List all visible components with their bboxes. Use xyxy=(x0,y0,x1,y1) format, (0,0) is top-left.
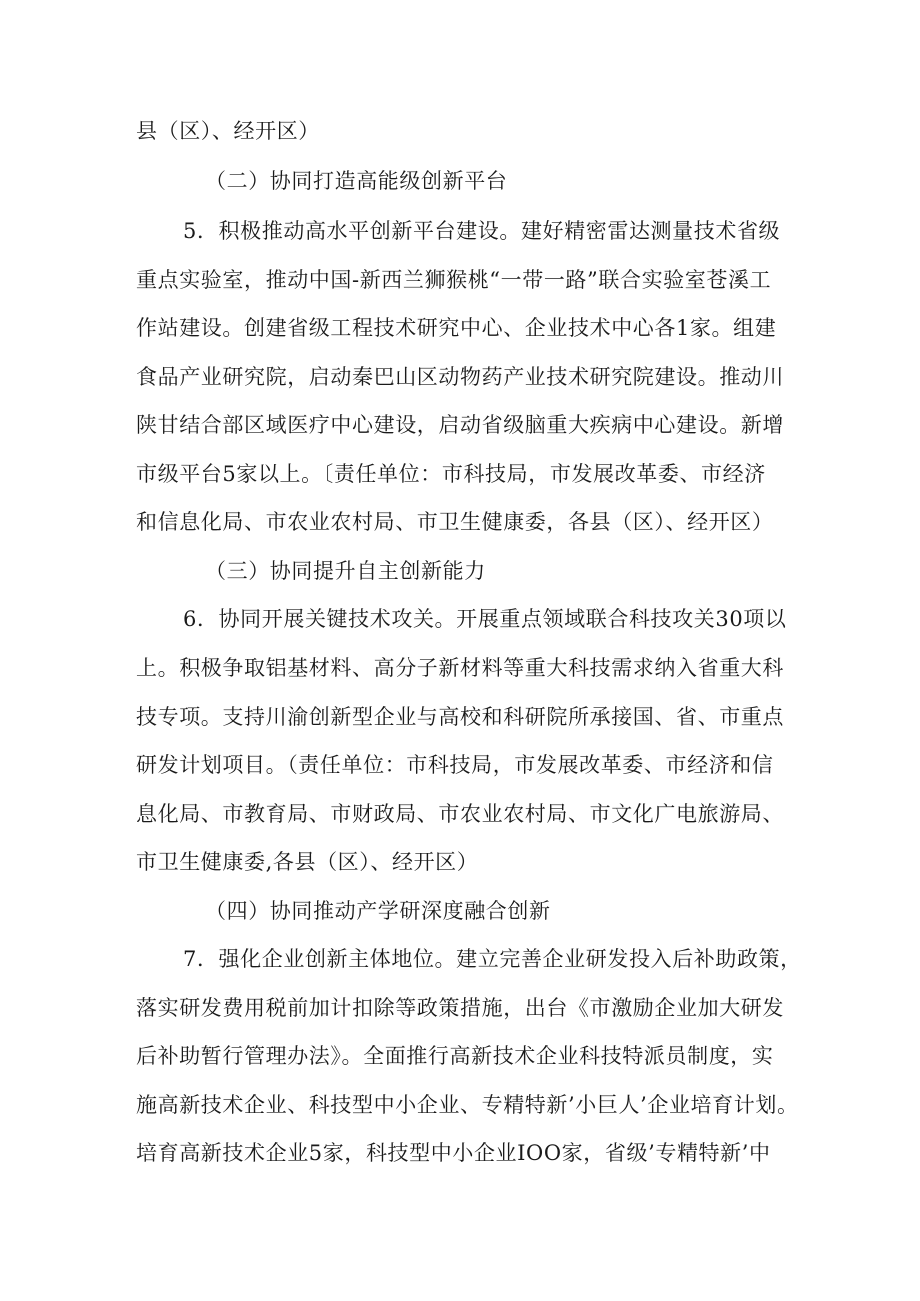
section-heading-2: （二）协同打造高能级创新平台 xyxy=(205,169,508,193)
section-heading-4: （四）协同推动产学研深度融合创新 xyxy=(205,899,551,923)
text-line-1: 县（区）、经开区） xyxy=(136,119,320,143)
text-line-16: 市卫生健康委,各县（区）、经开区） xyxy=(136,850,479,874)
text-line-22: 培育高新技术企业5家，科技型中小企业IOO家，省级’专精特新’中 xyxy=(136,1141,771,1165)
paragraph-7-first-line: 7．强化企业创新主体地位。建立完善企业研发投入后补助政策， xyxy=(183,947,802,971)
text-line-9: 和信息化局、市农业农村局、市卫生健康委，各县（区）、经开区） xyxy=(136,510,774,534)
text-line-15: 息化局、市教育局、市财政局、市农业农村局、市文化广电旅游局、 xyxy=(136,802,784,826)
paragraph-6-first-line: 6．协同开展关键技术攻关。开展重点领域联合科技攻关30项以 xyxy=(183,607,787,631)
paragraph-5-first-line: 5．积极推动高水平创新平台建设。建好精密雷达测量技术省级 xyxy=(183,219,781,243)
text-line-4: 重点实验室，推动中国-新西兰狮猴桃“一带一路”联合实验室苍溪工 xyxy=(136,268,772,292)
text-line-13: 技专项。支持川渝创新型企业与高校和科研院所承接国、省、市重点 xyxy=(136,705,784,729)
text-line-14: 研发计划项目。（责任单位：市科技局，市发展改革委、市经济和信 xyxy=(136,753,774,777)
text-line-12: 上。积极争取铝基材料、高分子新材料等重大科技需求纳入省重大科 xyxy=(136,656,784,680)
text-line-5: 作站建设。创建省级工程技术研究中心、企业技术中心各1家。组建 xyxy=(136,316,777,340)
text-line-19: 落实研发费用税前加计扣除等政策措施，出台《市激励企业加大研发 xyxy=(136,996,784,1020)
text-line-7: 陕甘结合部区域医疗中心建设，启动省级脑重大疾病中心建设。新增 xyxy=(136,413,784,437)
text-line-6: 食品产业研究院，启动秦巴山区动物药产业技术研究院建设。推动川 xyxy=(136,365,784,389)
text-line-20: 后补助暂行管理办法》。全面推行高新技术企业科技特派员制度，实 xyxy=(136,1044,774,1068)
text-line-21: 施高新技术企业、科技型中小企业、专精特新’小巨人’企业培育计划。 xyxy=(136,1093,799,1117)
section-heading-3: （三）协同提升自主创新能力 xyxy=(205,559,486,583)
text-line-8: 市级平台5家以上。〔责任单位：市科技局，市发展改革委、市经济 xyxy=(136,462,766,486)
